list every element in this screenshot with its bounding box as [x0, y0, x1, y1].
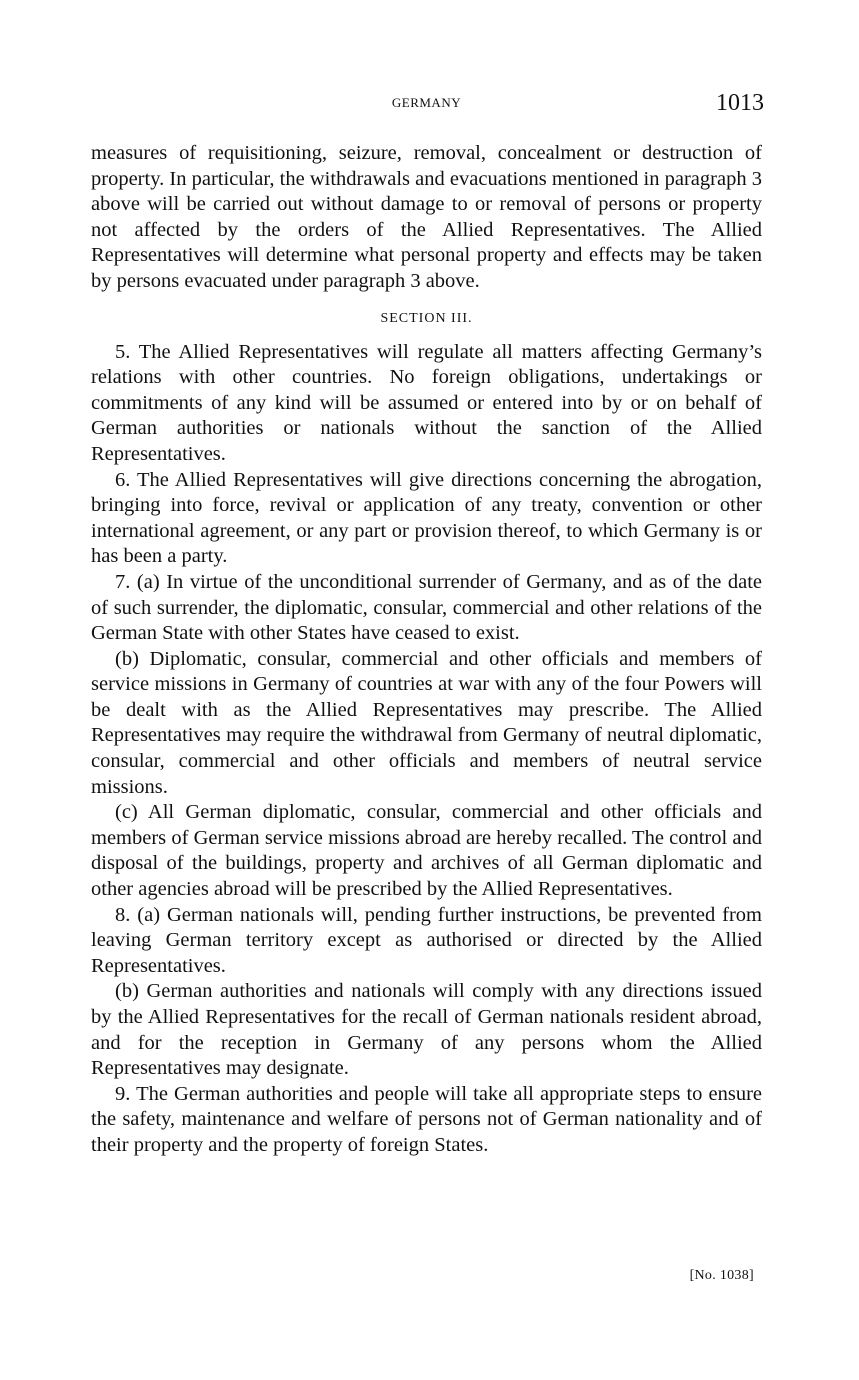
paragraph-5: 5. The Allied Representatives will regulate all matters affecting Germany’s relations with other countries. No foreign obligations, undertakings or commitments of any kind will be assumed or entered into by or on behalf of German authorities or nationals without the sanction of the Allied Representatives.	[91, 340, 762, 465]
page-number: 1013	[716, 90, 764, 116]
paragraph-6: 6. The Allied Representatives will give directions concerning the abrogation, bringing into force, revival or application of any treaty, convention or other international agreement, or any part or provision thereof, to which Germany is or has been a party.	[91, 468, 762, 568]
paragraph-8a: 8. (a) German nationals will, pending further instructions, be prevented from leaving German territory except as authorised or directed by the Allied Representatives.	[91, 903, 762, 977]
section-heading: SECTION III.	[380, 310, 473, 326]
paragraph-intro-continuation: measures of requisitioning, seizure, removal, concealment or destruction of property. In particular, the withdrawals and evacuations mentioned in paragraph 3 above will be carried out without damage to or removal of persons or property not affected by the orders of the Allied Representatives. The Allied Representatives will determine what personal property and effects may be taken by persons evacuated under paragraph 3 above.	[91, 142, 762, 292]
running-title: GERMANY	[391, 95, 462, 110]
body-text	[91, 141, 762, 1159]
running-head	[91, 92, 762, 118]
paragraph-7c: (c) All German diplomatic, consular, commercial and other officials and members of German service missions abroad are hereby recalled. The control and disposal of the buildings, property and archives of all German diplomatic and other agencies abroad will be prescribed by the Allied Representatives.	[91, 801, 762, 901]
document-reference: [No. 1038]	[689, 1268, 754, 1283]
paragraph-8b: (b) German authorities and nationals will comply with any directions issued by the Allied Representatives for the recall of German nationals resident abroad, and for the reception in Germany of any persons whom the Allied Representatives may designate.	[91, 980, 762, 1080]
paragraph-9: 9. The German authorities and people will take all appropriate steps to ensure the safety, maintenance and welfare of persons not of German nationality and of their property and the property of foreign States.	[91, 1082, 762, 1156]
paragraph-7b: (b) Diplomatic, consular, commercial and other officials and members of service missions in Germany of countries at war with any of the four Powers will be dealt with as the Allied Representatives may prescribe. The Allied Representatives may require the withdrawal from Germany of neutral diplomatic, consular, commercial and other officials and members of neutral service missions.	[91, 647, 762, 798]
paragraph-7a: 7. (a) In virtue of the unconditional surrender of Germany, and as of the date of such surrender, the diplomatic, consular, commercial and other relations of the German State with other States have ceased to exist.	[91, 570, 762, 645]
